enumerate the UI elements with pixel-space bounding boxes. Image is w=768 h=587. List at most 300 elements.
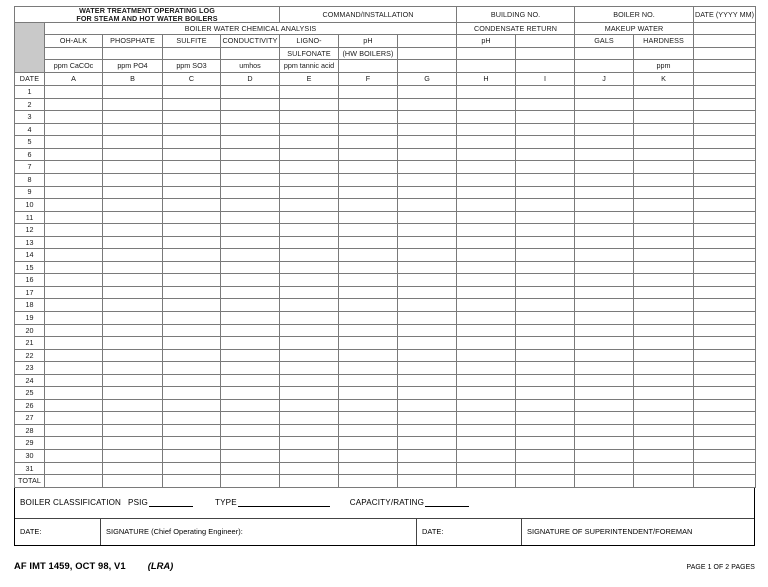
data-cell[interactable] bbox=[634, 387, 694, 400]
total-cell-b[interactable] bbox=[103, 475, 163, 488]
data-cell[interactable] bbox=[280, 449, 339, 462]
data-cell[interactable] bbox=[398, 424, 457, 437]
data-cell[interactable] bbox=[339, 374, 398, 387]
data-cell[interactable] bbox=[221, 224, 280, 237]
data-cell[interactable] bbox=[280, 236, 339, 249]
data-cell[interactable] bbox=[694, 424, 756, 437]
data-cell[interactable] bbox=[280, 424, 339, 437]
data-cell[interactable] bbox=[634, 173, 694, 186]
data-cell[interactable] bbox=[694, 324, 756, 337]
data-cell[interactable] bbox=[339, 437, 398, 450]
data-cell[interactable] bbox=[103, 374, 163, 387]
data-cell[interactable] bbox=[221, 98, 280, 111]
data-cell[interactable] bbox=[398, 136, 457, 149]
data-cell[interactable] bbox=[516, 98, 575, 111]
data-cell[interactable] bbox=[163, 261, 221, 274]
data-cell[interactable] bbox=[398, 161, 457, 174]
data-cell[interactable] bbox=[163, 136, 221, 149]
data-cell[interactable] bbox=[516, 224, 575, 237]
total-cell-d[interactable] bbox=[221, 475, 280, 488]
data-cell[interactable] bbox=[516, 299, 575, 312]
command-installation-cell[interactable] bbox=[280, 7, 457, 23]
data-cell[interactable] bbox=[457, 437, 516, 450]
data-cell[interactable] bbox=[45, 211, 103, 224]
data-cell[interactable] bbox=[163, 199, 221, 212]
total-cell-k[interactable] bbox=[634, 475, 694, 488]
data-cell[interactable] bbox=[163, 111, 221, 124]
data-cell[interactable] bbox=[398, 399, 457, 412]
data-cell[interactable] bbox=[221, 199, 280, 212]
data-cell[interactable] bbox=[103, 349, 163, 362]
total-cell-c[interactable] bbox=[163, 475, 221, 488]
date-field-1[interactable] bbox=[15, 519, 101, 545]
data-cell[interactable] bbox=[398, 449, 457, 462]
data-cell[interactable] bbox=[280, 274, 339, 287]
data-cell[interactable] bbox=[575, 374, 634, 387]
data-cell[interactable] bbox=[45, 349, 103, 362]
data-cell[interactable] bbox=[221, 274, 280, 287]
data-cell[interactable] bbox=[103, 186, 163, 199]
data-cell[interactable] bbox=[339, 286, 398, 299]
data-cell[interactable] bbox=[457, 98, 516, 111]
total-cell-i[interactable] bbox=[516, 475, 575, 488]
data-cell[interactable] bbox=[221, 211, 280, 224]
data-cell[interactable] bbox=[45, 224, 103, 237]
data-cell[interactable] bbox=[575, 299, 634, 312]
data-cell[interactable] bbox=[457, 374, 516, 387]
data-cell[interactable] bbox=[280, 136, 339, 149]
data-cell[interactable] bbox=[634, 224, 694, 237]
data-cell[interactable] bbox=[163, 374, 221, 387]
data-cell[interactable] bbox=[280, 311, 339, 324]
data-cell[interactable] bbox=[634, 123, 694, 136]
data-cell[interactable] bbox=[339, 186, 398, 199]
data-cell[interactable] bbox=[457, 299, 516, 312]
data-cell[interactable] bbox=[163, 424, 221, 437]
data-cell[interactable] bbox=[398, 311, 457, 324]
data-cell[interactable] bbox=[163, 274, 221, 287]
data-cell[interactable] bbox=[516, 123, 575, 136]
data-cell[interactable] bbox=[634, 349, 694, 362]
data-cell[interactable] bbox=[339, 324, 398, 337]
data-cell[interactable] bbox=[221, 424, 280, 437]
data-cell[interactable] bbox=[339, 98, 398, 111]
data-cell[interactable] bbox=[45, 324, 103, 337]
data-cell[interactable] bbox=[634, 311, 694, 324]
data-cell[interactable] bbox=[457, 362, 516, 375]
data-cell[interactable] bbox=[694, 249, 756, 262]
data-cell[interactable] bbox=[516, 399, 575, 412]
data-cell[interactable] bbox=[694, 437, 756, 450]
data-cell[interactable] bbox=[575, 399, 634, 412]
data-cell[interactable] bbox=[163, 311, 221, 324]
data-cell[interactable] bbox=[45, 86, 103, 99]
data-cell[interactable] bbox=[45, 249, 103, 262]
data-cell[interactable] bbox=[634, 186, 694, 199]
data-cell[interactable] bbox=[634, 236, 694, 249]
data-cell[interactable] bbox=[694, 199, 756, 212]
data-cell[interactable] bbox=[339, 199, 398, 212]
data-cell[interactable] bbox=[45, 412, 103, 425]
data-cell[interactable] bbox=[103, 362, 163, 375]
data-cell[interactable] bbox=[280, 86, 339, 99]
data-cell[interactable] bbox=[516, 337, 575, 350]
data-cell[interactable] bbox=[516, 374, 575, 387]
data-cell[interactable] bbox=[45, 462, 103, 475]
data-cell[interactable] bbox=[280, 161, 339, 174]
data-cell[interactable] bbox=[575, 224, 634, 237]
data-cell[interactable] bbox=[694, 261, 756, 274]
data-cell[interactable] bbox=[398, 98, 457, 111]
data-cell[interactable] bbox=[694, 311, 756, 324]
data-cell[interactable] bbox=[634, 199, 694, 212]
data-cell[interactable] bbox=[339, 148, 398, 161]
data-cell[interactable] bbox=[339, 362, 398, 375]
data-cell[interactable] bbox=[45, 399, 103, 412]
data-cell[interactable] bbox=[163, 123, 221, 136]
data-cell[interactable] bbox=[694, 374, 756, 387]
data-cell[interactable] bbox=[457, 199, 516, 212]
data-cell[interactable] bbox=[103, 387, 163, 400]
data-cell[interactable] bbox=[575, 123, 634, 136]
data-cell[interactable] bbox=[457, 136, 516, 149]
data-cell[interactable] bbox=[575, 274, 634, 287]
data-cell[interactable] bbox=[339, 123, 398, 136]
data-cell[interactable] bbox=[221, 437, 280, 450]
data-cell[interactable] bbox=[634, 324, 694, 337]
data-cell[interactable] bbox=[398, 362, 457, 375]
data-cell[interactable] bbox=[457, 412, 516, 425]
total-cell-blank[interactable] bbox=[694, 475, 756, 488]
data-cell[interactable] bbox=[221, 349, 280, 362]
data-cell[interactable] bbox=[398, 186, 457, 199]
data-cell[interactable] bbox=[103, 136, 163, 149]
boiler-no-cell[interactable] bbox=[575, 7, 694, 23]
data-cell[interactable] bbox=[163, 324, 221, 337]
data-cell[interactable] bbox=[45, 236, 103, 249]
data-cell[interactable] bbox=[103, 437, 163, 450]
data-cell[interactable] bbox=[634, 211, 694, 224]
data-cell[interactable] bbox=[103, 449, 163, 462]
data-cell[interactable] bbox=[45, 437, 103, 450]
data-cell[interactable] bbox=[103, 86, 163, 99]
data-cell[interactable] bbox=[339, 261, 398, 274]
data-cell[interactable] bbox=[221, 387, 280, 400]
data-cell[interactable] bbox=[516, 274, 575, 287]
data-cell[interactable] bbox=[45, 136, 103, 149]
data-cell[interactable] bbox=[457, 236, 516, 249]
data-cell[interactable] bbox=[398, 123, 457, 136]
data-cell[interactable] bbox=[280, 299, 339, 312]
data-cell[interactable] bbox=[45, 148, 103, 161]
data-cell[interactable] bbox=[339, 449, 398, 462]
data-cell[interactable] bbox=[398, 148, 457, 161]
data-cell[interactable] bbox=[575, 236, 634, 249]
data-cell[interactable] bbox=[694, 462, 756, 475]
total-cell-j[interactable] bbox=[575, 475, 634, 488]
data-cell[interactable] bbox=[103, 311, 163, 324]
data-cell[interactable] bbox=[339, 462, 398, 475]
data-cell[interactable] bbox=[280, 186, 339, 199]
data-cell[interactable] bbox=[694, 211, 756, 224]
data-cell[interactable] bbox=[45, 111, 103, 124]
data-cell[interactable] bbox=[280, 123, 339, 136]
data-cell[interactable] bbox=[694, 173, 756, 186]
data-cell[interactable] bbox=[457, 399, 516, 412]
data-cell[interactable] bbox=[516, 86, 575, 99]
data-cell[interactable] bbox=[634, 98, 694, 111]
data-cell[interactable] bbox=[103, 249, 163, 262]
data-cell[interactable] bbox=[516, 199, 575, 212]
data-cell[interactable] bbox=[398, 412, 457, 425]
data-cell[interactable] bbox=[280, 437, 339, 450]
data-cell[interactable] bbox=[694, 148, 756, 161]
data-cell[interactable] bbox=[280, 374, 339, 387]
data-cell[interactable] bbox=[634, 399, 694, 412]
data-cell[interactable] bbox=[103, 412, 163, 425]
data-cell[interactable] bbox=[634, 136, 694, 149]
data-cell[interactable] bbox=[221, 173, 280, 186]
data-cell[interactable] bbox=[634, 161, 694, 174]
data-cell[interactable] bbox=[163, 437, 221, 450]
data-cell[interactable] bbox=[339, 161, 398, 174]
data-cell[interactable] bbox=[221, 123, 280, 136]
data-cell[interactable] bbox=[398, 374, 457, 387]
data-cell[interactable] bbox=[103, 299, 163, 312]
data-cell[interactable] bbox=[163, 449, 221, 462]
data-cell[interactable] bbox=[694, 186, 756, 199]
data-cell[interactable] bbox=[45, 286, 103, 299]
data-cell[interactable] bbox=[694, 362, 756, 375]
data-cell[interactable] bbox=[45, 424, 103, 437]
data-cell[interactable] bbox=[45, 387, 103, 400]
data-cell[interactable] bbox=[398, 236, 457, 249]
total-cell-g[interactable] bbox=[398, 475, 457, 488]
data-cell[interactable] bbox=[163, 249, 221, 262]
data-cell[interactable] bbox=[103, 148, 163, 161]
data-cell[interactable] bbox=[575, 186, 634, 199]
data-cell[interactable] bbox=[163, 98, 221, 111]
data-cell[interactable] bbox=[634, 299, 694, 312]
data-cell[interactable] bbox=[45, 449, 103, 462]
data-cell[interactable] bbox=[280, 199, 339, 212]
data-cell[interactable] bbox=[280, 337, 339, 350]
data-cell[interactable] bbox=[457, 123, 516, 136]
data-cell[interactable] bbox=[103, 462, 163, 475]
data-cell[interactable] bbox=[457, 173, 516, 186]
data-cell[interactable] bbox=[45, 98, 103, 111]
data-cell[interactable] bbox=[398, 437, 457, 450]
data-cell[interactable] bbox=[221, 299, 280, 312]
data-cell[interactable] bbox=[516, 211, 575, 224]
date-yyyymm-cell[interactable] bbox=[694, 7, 756, 23]
data-cell[interactable] bbox=[103, 424, 163, 437]
data-cell[interactable] bbox=[163, 349, 221, 362]
data-cell[interactable] bbox=[103, 123, 163, 136]
data-cell[interactable] bbox=[398, 387, 457, 400]
data-cell[interactable] bbox=[280, 387, 339, 400]
data-cell[interactable] bbox=[575, 199, 634, 212]
data-cell[interactable] bbox=[163, 148, 221, 161]
data-cell[interactable] bbox=[339, 412, 398, 425]
data-cell[interactable] bbox=[634, 462, 694, 475]
data-cell[interactable] bbox=[398, 349, 457, 362]
data-cell[interactable] bbox=[634, 249, 694, 262]
data-cell[interactable] bbox=[339, 111, 398, 124]
data-cell[interactable] bbox=[45, 362, 103, 375]
data-cell[interactable] bbox=[398, 173, 457, 186]
data-cell[interactable] bbox=[221, 136, 280, 149]
data-cell[interactable] bbox=[103, 236, 163, 249]
data-cell[interactable] bbox=[575, 362, 634, 375]
data-cell[interactable] bbox=[280, 173, 339, 186]
data-cell[interactable] bbox=[694, 349, 756, 362]
data-cell[interactable] bbox=[575, 148, 634, 161]
data-cell[interactable] bbox=[516, 412, 575, 425]
data-cell[interactable] bbox=[634, 337, 694, 350]
data-cell[interactable] bbox=[280, 211, 339, 224]
data-cell[interactable] bbox=[694, 98, 756, 111]
data-cell[interactable] bbox=[103, 274, 163, 287]
data-cell[interactable] bbox=[221, 337, 280, 350]
data-cell[interactable] bbox=[339, 136, 398, 149]
data-cell[interactable] bbox=[516, 173, 575, 186]
data-cell[interactable] bbox=[634, 449, 694, 462]
data-cell[interactable] bbox=[45, 186, 103, 199]
data-cell[interactable] bbox=[280, 261, 339, 274]
data-cell[interactable] bbox=[457, 311, 516, 324]
data-cell[interactable] bbox=[516, 449, 575, 462]
data-cell[interactable] bbox=[634, 274, 694, 287]
data-cell[interactable] bbox=[280, 462, 339, 475]
data-cell[interactable] bbox=[339, 86, 398, 99]
data-cell[interactable] bbox=[280, 349, 339, 362]
data-cell[interactable] bbox=[45, 374, 103, 387]
data-cell[interactable] bbox=[339, 274, 398, 287]
data-cell[interactable] bbox=[339, 249, 398, 262]
data-cell[interactable] bbox=[103, 324, 163, 337]
data-cell[interactable] bbox=[163, 236, 221, 249]
data-cell[interactable] bbox=[694, 337, 756, 350]
data-cell[interactable] bbox=[516, 261, 575, 274]
data-cell[interactable] bbox=[694, 161, 756, 174]
data-cell[interactable] bbox=[163, 399, 221, 412]
data-cell[interactable] bbox=[516, 311, 575, 324]
data-cell[interactable] bbox=[103, 261, 163, 274]
data-cell[interactable] bbox=[457, 337, 516, 350]
data-cell[interactable] bbox=[163, 161, 221, 174]
data-cell[interactable] bbox=[398, 299, 457, 312]
data-cell[interactable] bbox=[339, 224, 398, 237]
data-cell[interactable] bbox=[339, 311, 398, 324]
data-cell[interactable] bbox=[221, 399, 280, 412]
data-cell[interactable] bbox=[221, 374, 280, 387]
data-cell[interactable] bbox=[694, 399, 756, 412]
total-cell-f[interactable] bbox=[339, 475, 398, 488]
building-no-cell[interactable] bbox=[457, 7, 575, 23]
data-cell[interactable] bbox=[575, 337, 634, 350]
data-cell[interactable] bbox=[398, 249, 457, 262]
capacity-rating-input-rule[interactable] bbox=[425, 499, 469, 507]
data-cell[interactable] bbox=[163, 173, 221, 186]
data-cell[interactable] bbox=[516, 387, 575, 400]
data-cell[interactable] bbox=[280, 111, 339, 124]
data-cell[interactable] bbox=[221, 412, 280, 425]
data-cell[interactable] bbox=[457, 249, 516, 262]
data-cell[interactable] bbox=[163, 186, 221, 199]
data-cell[interactable] bbox=[45, 123, 103, 136]
data-cell[interactable] bbox=[280, 399, 339, 412]
data-cell[interactable] bbox=[339, 399, 398, 412]
data-cell[interactable] bbox=[694, 224, 756, 237]
data-cell[interactable] bbox=[45, 337, 103, 350]
total-cell-e[interactable] bbox=[280, 475, 339, 488]
data-cell[interactable] bbox=[339, 349, 398, 362]
data-cell[interactable] bbox=[280, 362, 339, 375]
data-cell[interactable] bbox=[516, 161, 575, 174]
data-cell[interactable] bbox=[103, 337, 163, 350]
data-cell[interactable] bbox=[398, 86, 457, 99]
data-cell[interactable] bbox=[398, 337, 457, 350]
data-cell[interactable] bbox=[163, 211, 221, 224]
data-cell[interactable] bbox=[694, 412, 756, 425]
psig-input-rule[interactable] bbox=[149, 499, 193, 507]
data-cell[interactable] bbox=[457, 86, 516, 99]
data-cell[interactable] bbox=[634, 286, 694, 299]
data-cell[interactable] bbox=[634, 362, 694, 375]
data-cell[interactable] bbox=[575, 211, 634, 224]
data-cell[interactable] bbox=[516, 437, 575, 450]
data-cell[interactable] bbox=[221, 286, 280, 299]
data-cell[interactable] bbox=[457, 224, 516, 237]
type-input-rule[interactable] bbox=[238, 499, 330, 507]
data-cell[interactable] bbox=[516, 462, 575, 475]
data-cell[interactable] bbox=[339, 299, 398, 312]
data-cell[interactable] bbox=[457, 111, 516, 124]
data-cell[interactable] bbox=[163, 286, 221, 299]
data-cell[interactable] bbox=[634, 261, 694, 274]
data-cell[interactable] bbox=[280, 412, 339, 425]
data-cell[interactable] bbox=[575, 449, 634, 462]
data-cell[interactable] bbox=[45, 173, 103, 186]
data-cell[interactable] bbox=[221, 111, 280, 124]
data-cell[interactable] bbox=[457, 274, 516, 287]
data-cell[interactable] bbox=[103, 98, 163, 111]
data-cell[interactable] bbox=[694, 387, 756, 400]
data-cell[interactable] bbox=[221, 86, 280, 99]
data-cell[interactable] bbox=[457, 349, 516, 362]
data-cell[interactable] bbox=[694, 123, 756, 136]
data-cell[interactable] bbox=[457, 387, 516, 400]
data-cell[interactable] bbox=[163, 462, 221, 475]
data-cell[interactable] bbox=[163, 412, 221, 425]
data-cell[interactable] bbox=[45, 261, 103, 274]
data-cell[interactable] bbox=[516, 148, 575, 161]
data-cell[interactable] bbox=[516, 111, 575, 124]
data-cell[interactable] bbox=[103, 111, 163, 124]
data-cell[interactable] bbox=[575, 387, 634, 400]
data-cell[interactable] bbox=[398, 261, 457, 274]
data-cell[interactable] bbox=[398, 224, 457, 237]
data-cell[interactable] bbox=[575, 161, 634, 174]
data-cell[interactable] bbox=[280, 249, 339, 262]
data-cell[interactable] bbox=[103, 399, 163, 412]
data-cell[interactable] bbox=[457, 324, 516, 337]
data-cell[interactable] bbox=[575, 136, 634, 149]
data-cell[interactable] bbox=[398, 324, 457, 337]
data-cell[interactable] bbox=[339, 337, 398, 350]
data-cell[interactable] bbox=[575, 173, 634, 186]
